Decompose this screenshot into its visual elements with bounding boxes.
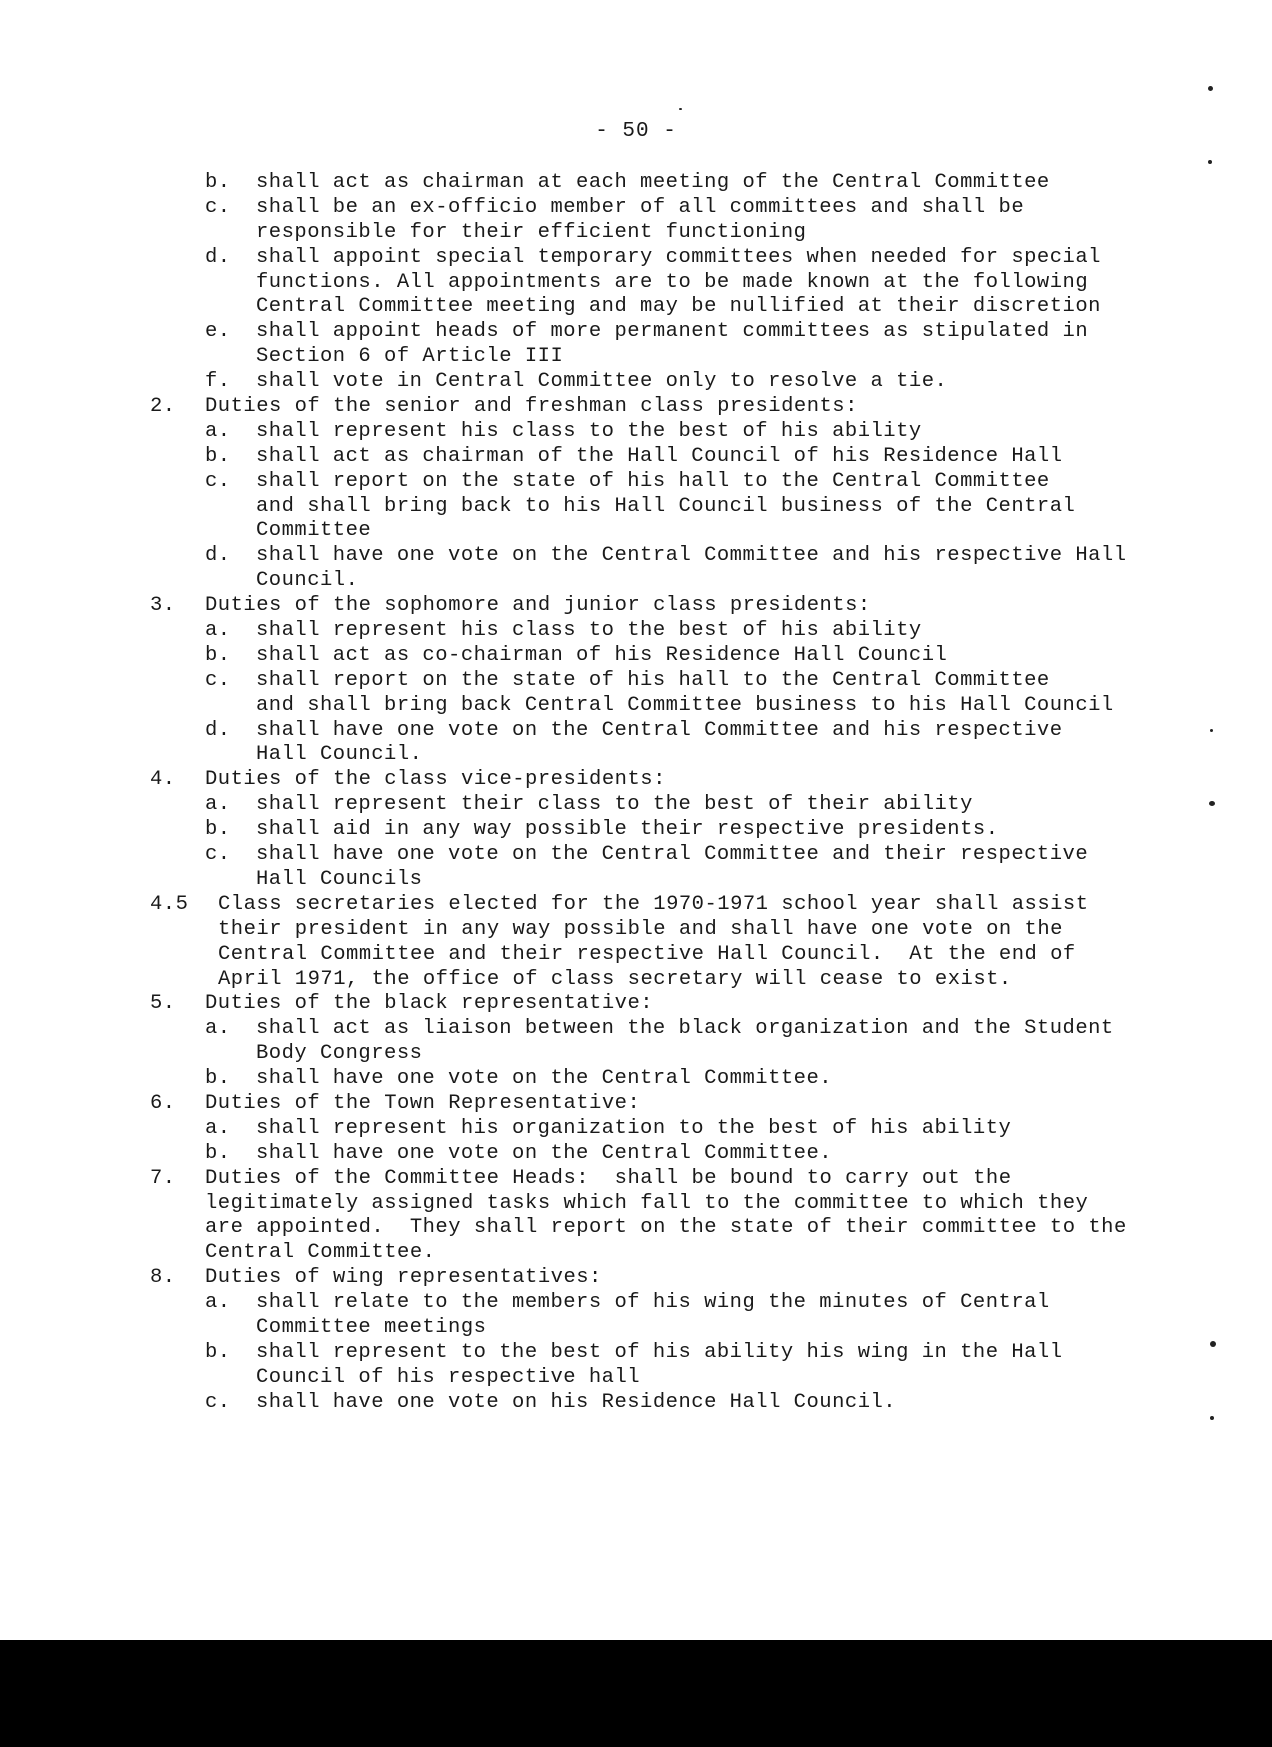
document-line bbox=[150, 1241, 1150, 1266]
line-text: Duties of the black representative: bbox=[205, 992, 654, 1016]
document-line bbox=[150, 1316, 1150, 1341]
document-line bbox=[150, 619, 1150, 644]
item-marker: 6. bbox=[150, 1091, 176, 1115]
item-marker: c. bbox=[205, 1390, 231, 1414]
document-line bbox=[150, 694, 1150, 719]
line-text: Central Committee. bbox=[205, 1241, 436, 1265]
line-text: Duties of wing representatives: bbox=[205, 1266, 602, 1290]
line-text: shall appoint heads of more permanent committees as stipulated in bbox=[256, 320, 1089, 344]
document-line bbox=[150, 719, 1150, 744]
item-marker: 8. bbox=[150, 1266, 176, 1290]
item-marker: 3. bbox=[150, 594, 176, 618]
document-line bbox=[150, 1167, 1150, 1192]
document-line bbox=[150, 370, 1150, 395]
document-line bbox=[150, 1017, 1150, 1042]
document-line bbox=[150, 1092, 1150, 1117]
document-line bbox=[150, 1341, 1150, 1366]
page-number: - 50 - bbox=[595, 120, 677, 143]
document-line bbox=[150, 743, 1150, 768]
line-text: shall appoint special temporary committees when needed for special bbox=[256, 245, 1101, 269]
line-text: Duties of the class vice-presidents: bbox=[205, 768, 666, 792]
item-marker: b. bbox=[205, 818, 231, 842]
line-text: Committee meetings bbox=[256, 1315, 487, 1339]
document-line bbox=[150, 669, 1150, 694]
scan-speck bbox=[1210, 1341, 1216, 1347]
item-marker: a. bbox=[205, 419, 231, 443]
document-line bbox=[150, 1067, 1150, 1092]
item-marker: d. bbox=[205, 544, 231, 568]
line-text: shall represent to the best of his ability his wing in the Hall bbox=[256, 1340, 1063, 1364]
document-line bbox=[150, 221, 1150, 246]
line-text: Duties of the Town Representative: bbox=[205, 1091, 641, 1115]
line-text: and shall bring back Central Committee business to his Hall Council bbox=[256, 693, 1114, 717]
document-line bbox=[150, 594, 1150, 619]
item-marker: a. bbox=[205, 1116, 231, 1140]
line-text: are appointed. They shall report on the state of their committee to the bbox=[205, 1216, 1127, 1240]
document-line bbox=[150, 1366, 1150, 1391]
document-line bbox=[150, 1291, 1150, 1316]
item-marker: c. bbox=[205, 469, 231, 493]
item-marker: a. bbox=[205, 1291, 231, 1315]
line-text: their president in any way possible and shall have one vote on the bbox=[218, 917, 1063, 941]
line-text: and shall bring back to his Hall Council business of the Central bbox=[256, 494, 1076, 518]
line-text: shall represent their class to the best of their ability bbox=[256, 793, 973, 817]
document-line bbox=[150, 1117, 1150, 1142]
line-text: shall report on the state of his hall to the Central Committee bbox=[256, 668, 1050, 692]
document-line bbox=[150, 918, 1150, 943]
document-body bbox=[150, 171, 1150, 1416]
document-line bbox=[150, 768, 1150, 793]
document-line bbox=[150, 544, 1150, 569]
scan-speck bbox=[1210, 729, 1213, 732]
line-text: shall relate to the members of his wing the minutes of Central bbox=[256, 1291, 1050, 1315]
scan-speck bbox=[1208, 160, 1212, 164]
item-marker: e. bbox=[205, 320, 231, 344]
item-marker: c. bbox=[205, 195, 231, 219]
line-text: shall represent his class to the best of his ability bbox=[256, 419, 922, 443]
item-marker: b. bbox=[205, 171, 231, 194]
line-text: Duties of the senior and freshman class presidents: bbox=[205, 395, 858, 419]
line-text: shall have one vote on the Central Committee and their respective bbox=[256, 843, 1089, 867]
scan-speck bbox=[1209, 801, 1215, 806]
document-line bbox=[150, 1142, 1150, 1167]
line-text: April 1971, the office of class secretary will cease to exist. bbox=[218, 967, 1012, 991]
line-text: shall act as liaison between the black organization and the Student bbox=[256, 1017, 1114, 1041]
line-text: shall represent his class to the best of his ability bbox=[256, 619, 922, 643]
item-marker: b. bbox=[205, 1067, 231, 1091]
item-marker: f. bbox=[205, 370, 231, 394]
line-text: responsible for their efficient functioning bbox=[256, 220, 807, 244]
line-text: shall have one vote on the Central Committee and his respective bbox=[256, 718, 1063, 742]
document-line bbox=[150, 569, 1150, 594]
line-text: Hall Councils bbox=[256, 867, 423, 891]
line-text: shall act as co-chairman of his Residence Hall Council bbox=[256, 643, 948, 667]
line-text: functions. All appointments are to be made known at the following bbox=[256, 270, 1089, 294]
document-line bbox=[150, 818, 1150, 843]
document-line bbox=[150, 171, 1150, 196]
line-text: Council. bbox=[256, 569, 359, 593]
document-line bbox=[150, 246, 1150, 271]
line-text: Central Committee meeting and may be nullified at their discretion bbox=[256, 295, 1101, 319]
document-line bbox=[150, 992, 1150, 1017]
line-text: shall aid in any way possible their respective presidents. bbox=[256, 818, 999, 842]
document-line bbox=[150, 1216, 1150, 1241]
document-line bbox=[150, 295, 1150, 320]
document-line bbox=[150, 893, 1150, 918]
document-line bbox=[150, 196, 1150, 221]
line-text: shall represent his organization to the best of his ability bbox=[256, 1116, 1012, 1140]
item-marker: b. bbox=[205, 1340, 231, 1364]
line-text: shall have one vote on the Central Committee. bbox=[256, 1067, 833, 1091]
document-line bbox=[150, 943, 1150, 968]
item-marker: a. bbox=[205, 619, 231, 643]
document-line bbox=[150, 843, 1150, 868]
line-text: Duties of the Committee Heads: shall be bound to carry out the bbox=[205, 1166, 1012, 1190]
item-marker: a. bbox=[205, 793, 231, 817]
item-marker: 2. bbox=[150, 395, 176, 419]
document-line bbox=[150, 470, 1150, 495]
document-line bbox=[150, 644, 1150, 669]
scan-speck bbox=[1210, 1416, 1214, 1420]
line-text: shall have one vote on his Residence Hall Council. bbox=[256, 1390, 897, 1414]
line-text: legitimately assigned tasks which fall to the committee to which they bbox=[205, 1191, 1089, 1215]
document-line bbox=[150, 320, 1150, 345]
item-marker: c. bbox=[205, 668, 231, 692]
item-marker: b. bbox=[205, 643, 231, 667]
document-line bbox=[150, 420, 1150, 445]
line-text: shall act as chairman at each meeting of the Central Committee bbox=[256, 171, 1050, 194]
line-text: Duties of the sophomore and junior class presidents: bbox=[205, 594, 871, 618]
item-marker: 4. bbox=[150, 768, 176, 792]
document-line bbox=[150, 868, 1150, 893]
item-marker: 5. bbox=[150, 992, 176, 1016]
document-line bbox=[150, 519, 1150, 544]
document-line bbox=[150, 271, 1150, 296]
line-text: Council of his respective hall bbox=[256, 1365, 641, 1389]
line-text: shall have one vote on the Central Committee and his respective Hall bbox=[256, 544, 1127, 568]
line-text: Body Congress bbox=[256, 1042, 423, 1066]
document-line bbox=[150, 968, 1150, 993]
document-line bbox=[150, 1391, 1150, 1416]
scan-speck bbox=[679, 108, 682, 110]
line-text: shall have one vote on the Central Committee. bbox=[256, 1141, 833, 1165]
item-marker: b. bbox=[205, 444, 231, 468]
item-marker: 4.5 bbox=[150, 892, 189, 916]
line-text: Committee bbox=[256, 519, 372, 543]
item-marker: d. bbox=[205, 718, 231, 742]
line-text: shall report on the state of his hall to the Central Committee bbox=[256, 469, 1050, 493]
item-marker: c. bbox=[205, 843, 231, 867]
scan-speck bbox=[1208, 86, 1213, 91]
line-text: Section 6 of Article III bbox=[256, 345, 564, 369]
line-text: shall be an ex-officio member of all committees and shall be bbox=[256, 195, 1025, 219]
line-text: Class secretaries elected for the 1970-1971 school year shall assist bbox=[218, 892, 1089, 916]
item-marker: b. bbox=[205, 1141, 231, 1165]
line-text: shall act as chairman of the Hall Council of his Residence Hall bbox=[256, 444, 1063, 468]
document-line bbox=[150, 445, 1150, 470]
document-line bbox=[150, 345, 1150, 370]
line-text: Central Committee and their respective Hall Council. At the end of bbox=[218, 942, 1076, 966]
item-marker: 7. bbox=[150, 1166, 176, 1190]
line-text: Hall Council. bbox=[256, 743, 423, 767]
line-text: shall vote in Central Committee only to resolve a tie. bbox=[256, 370, 948, 394]
document-line bbox=[150, 1192, 1150, 1217]
document-line bbox=[150, 1266, 1150, 1291]
item-marker: a. bbox=[205, 1017, 231, 1041]
scan-bottom-border bbox=[0, 1640, 1272, 1747]
document-line bbox=[150, 1042, 1150, 1067]
document-line bbox=[150, 495, 1150, 520]
document-line bbox=[150, 793, 1150, 818]
item-marker: d. bbox=[205, 245, 231, 269]
document-line bbox=[150, 395, 1150, 420]
